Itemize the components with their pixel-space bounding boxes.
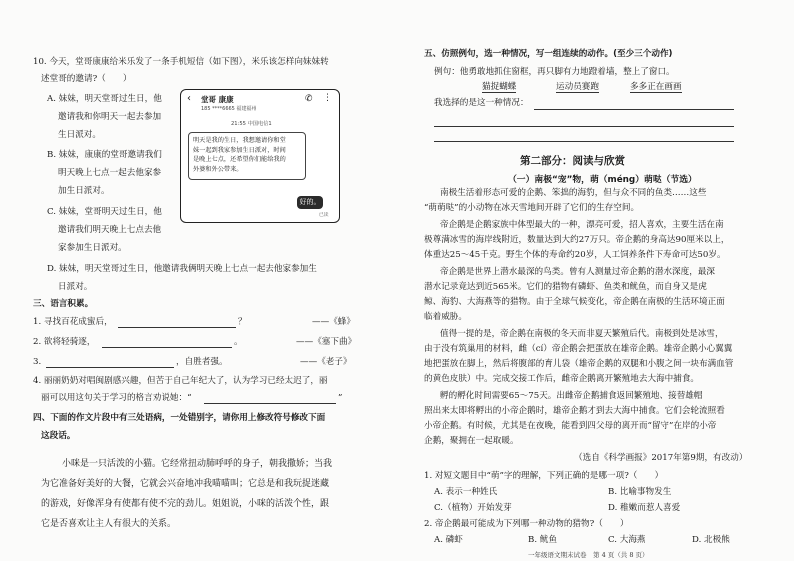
reading-q1-option-c[interactable]: C.（植物）开始发芽 <box>434 503 512 513</box>
back-arrow-icon: ‹ <box>187 93 191 104</box>
section5-example: 例句：他勇敢地抓住窗框，再只脚有力地蹬着墙，整上了窗口。 <box>434 67 675 77</box>
reading-q1-option-b[interactable]: B. 比喻事物发生 <box>608 487 672 497</box>
option-drawing[interactable]: 多多正在画画 <box>630 82 682 92</box>
message-line-1: 明天是我的生日，我想邀请你和堂 <box>193 137 286 144</box>
passage-line-13: 的黄色皮肤）中。完成交接工作后，雌帝企鹅离开繁殖地去大海中捕食。 <box>424 374 700 384</box>
passage-line-16: 小帝企鹅。有时候，尤其是在夜晚，能看到四父母的离开而“留守”在岸的小帝 <box>424 421 717 431</box>
essay-line-1[interactable]: 小咪是一只活泼的小猫。它经常扭动肺呼呼的身子，朝我撒娇；当我 <box>62 459 333 469</box>
passage-line-14: 孵的孵化时间需要65～75天。出雌帝企鹅捕食返回繁殖地、接替雄帽 <box>440 391 703 401</box>
section5-answer-line-1[interactable] <box>434 126 734 127</box>
q3-2-blank[interactable] <box>102 347 232 348</box>
essay-line-3[interactable]: 的游戏，好像浑身有使都有使不完的劲儿。姐姐说，小咪的活泼个性，跟 <box>41 499 330 509</box>
q3-2-source: ——《塞下曲》 <box>296 337 357 347</box>
passage-line-11: 由于没有筑巢用的材料，雌（cí）帝企鹅会把蛋放在雄帝企鹅。雄帝企鹅小心翼翼 <box>424 344 733 354</box>
section5-answer-line-2[interactable] <box>434 141 734 142</box>
q10-option-c-1[interactable]: C. 妹妹，堂哥明天过生日，他 <box>47 207 162 217</box>
q10-option-d-2: 日派对。 <box>58 282 93 292</box>
passage-line-10: 值得一提的是，帝企鹅在南极的冬天而非夏天繁殖后代。南极到处是冰雪， <box>440 329 724 339</box>
passage-line-15: 照出来太即将孵出的小帝企鹅时，雄帝企鹅才到去大海中捕食。它们会轮流照看 <box>424 406 725 416</box>
q10-option-b-3: 加生日派对。 <box>58 186 110 196</box>
section4-title-cont: 这段话。 <box>41 431 76 441</box>
reading-q2-option-a[interactable]: A. 磷虾 <box>434 535 463 545</box>
q3-1-suffix: ？ <box>238 317 247 327</box>
reading-q1-option-d[interactable]: D. 稚嫩而惹人喜爱 <box>608 503 681 513</box>
passage-source: （选自《科学画报》2017年第9期，有改动） <box>574 453 748 463</box>
read-status: 已读 <box>319 213 329 218</box>
q10-option-b-1[interactable]: B. 妹妹，康康的堂哥邀请我们 <box>47 150 162 160</box>
q10-stem-line2: 述堂哥的邀请?（ ） <box>41 74 132 84</box>
passage-line-3: 帝企鹅是企鹅家族中体型最大的一种，漂亮可爱，招人喜欢，主要生活在南 <box>440 220 724 230</box>
q3-4-close-quote: ” <box>338 393 343 403</box>
phone-sms-image <box>180 89 340 223</box>
q3-1-prefix: 1. 寻找百花成蜜后， <box>33 317 113 327</box>
q3-3-source: ——《老子》 <box>300 357 352 367</box>
passage-line-9: 临着威胁。 <box>424 312 467 322</box>
q10-option-d-1[interactable]: D. 妹妹，明天堂哥过生日，他邀请我俩明天晚上七点一起去他家参加生 <box>47 264 317 274</box>
section5-choice-blank[interactable] <box>534 109 734 110</box>
section5-choose-label: 我选择的是这一种情况： <box>434 98 529 108</box>
q3-3-prefix: 3. <box>33 357 42 367</box>
reading-q2-option-d[interactable]: D. 北极熊 <box>692 535 730 545</box>
q10-option-b-2: 明天晚上七点一起去他家参 <box>58 168 162 178</box>
reading-q1-option-a[interactable]: A. 表示一种姓氏 <box>434 487 498 497</box>
reading-q2-option-b[interactable]: B. 鱿鱼 <box>528 535 557 545</box>
section4-title: 四、下面的作文片段中有三处语病，一处错别字，请你用上修改符号修改下面 <box>33 413 326 423</box>
essay-line-2[interactable]: 为它准备好美好的大餐，它就会兴奋地冲我喵喵叫；它总是和我玩捉迷藏 <box>41 479 330 489</box>
q3-2-suffix: 。 <box>234 337 243 347</box>
passage-line-17: 企鹅，聚拥在一起取暖。 <box>424 436 519 446</box>
q10-option-c-2: 邀请我们明天晚上七点去他 <box>58 225 162 235</box>
passage-line-1: 南极生活着形态可爱的企鹅、笨拙的海豹，但与众不同的鱼类……这些 <box>440 188 707 198</box>
reply-bubble: 好的。 <box>297 196 323 209</box>
passage-line-12: 地把蛋放在脚上，然后将腹部的育儿袋（雄帝企鹅的双腿和小腹之间一块布满血管 <box>424 359 734 369</box>
phone-call-icon: ✆ <box>305 94 313 104</box>
message-time: 21:55 中国电信1 <box>231 121 272 127</box>
passage-line-2: “萌萌哒”的小动物在冰天雪地间开辟了它们的生存空间。 <box>424 203 640 213</box>
part2-title: 第二部分：阅读与欣赏 <box>520 155 625 167</box>
q10-option-a-3: 生日派对。 <box>58 130 101 140</box>
q3-4-line1: 4. 丽丽奶奶对唱闽剧感兴趣，但苦于自己年纪大了，认为学习已经太迟了，丽 <box>33 376 328 386</box>
reading-q2-stem: 2. 帝企鹅最可能成为下列哪一种动物的猎物?（ ） <box>424 519 629 529</box>
option-runner[interactable]: 运动员赛跑 <box>556 82 599 92</box>
received-message-bubble <box>188 132 306 180</box>
message-line-4: 外婆和外公带来。 <box>193 165 243 173</box>
q10-stem-line1: 10. 今天，堂哥康康给米乐发了一条手机短信（如下图），米乐该怎样向妹妹转 <box>33 57 329 67</box>
section5-title: 五、仿照例句，选一种情况，写一组连续的动作。(至少三个动作) <box>424 49 673 59</box>
q3-1-source: ——《蜂》 <box>312 317 355 327</box>
passage-line-7: 潜水记录竟达到近565米。它们的猎物有磷虾、鱼类和鱿鱼，而自身又是虎 <box>424 282 707 292</box>
message-line-2: 妹一起到我家参加生日派对，时间 <box>193 146 286 154</box>
q3-4-line2: 丽可以用这句关于学习的格言劝说她：“ <box>41 393 192 403</box>
contact-name: 堂哥 康康 <box>201 95 234 104</box>
option-cat-butterfly[interactable]: 猫捉蝴蝶 <box>482 82 517 92</box>
message-line-3: 是晚上七点，还希望你们能给我的 <box>193 156 286 163</box>
passage-line-6: 帝企鹅是世界上潜水最深的鸟类。曾有人测量过帝企鹅的潜水深度，最深 <box>440 267 716 277</box>
page-footer: 一年级语文期末试卷 第 4 页（共 8 页） <box>528 551 649 559</box>
q3-3-blank[interactable] <box>46 367 174 368</box>
q10-option-c-3: 家参加生日派对。 <box>58 243 127 253</box>
passage-title: （一）南极“宠”物，萌（méng）萌哒（节选） <box>508 175 697 185</box>
passage-line-4: 极尊满冰雪的海岸线附近，数量达到大约27万只。帝企鹅的身高达90厘米以上， <box>424 235 730 245</box>
essay-line-4[interactable]: 它是否喜欢让主人有很大的关系。 <box>41 519 177 529</box>
q10-option-a-2: 邀请我和你明天一起去参加 <box>58 112 162 122</box>
q3-2-prefix: 2. 欲将轻骑逐， <box>33 337 96 347</box>
q10-option-a-1[interactable]: A. 妹妹，明天堂哥过生日，他 <box>47 94 162 104</box>
passage-line-8: 鲸、海豹、大海燕等的猎物。由于全球气候变化，帝企鹅在南极的生活环境正面 <box>424 297 725 307</box>
more-options-icon: ⋮ <box>323 93 332 103</box>
q3-3-suffix: ，自胜者强。 <box>176 357 228 367</box>
reading-q1-stem: 1. 对短文题目中“萌”字的理解，下列正确的是哪一项?（ ） <box>424 471 664 481</box>
q3-1-blank[interactable] <box>118 327 236 328</box>
section3-title: 三、语言积累。 <box>33 299 94 309</box>
passage-line-5: 体重达25～45千克。野生个体的寿命约20岁，人工饲养条件下寿命可达50岁。 <box>424 250 726 260</box>
q3-4-blank[interactable] <box>204 403 336 404</box>
contact-number: 185 ****6665 福建福州 <box>201 106 257 112</box>
reading-q2-option-c[interactable]: C. 大海燕 <box>608 535 646 545</box>
